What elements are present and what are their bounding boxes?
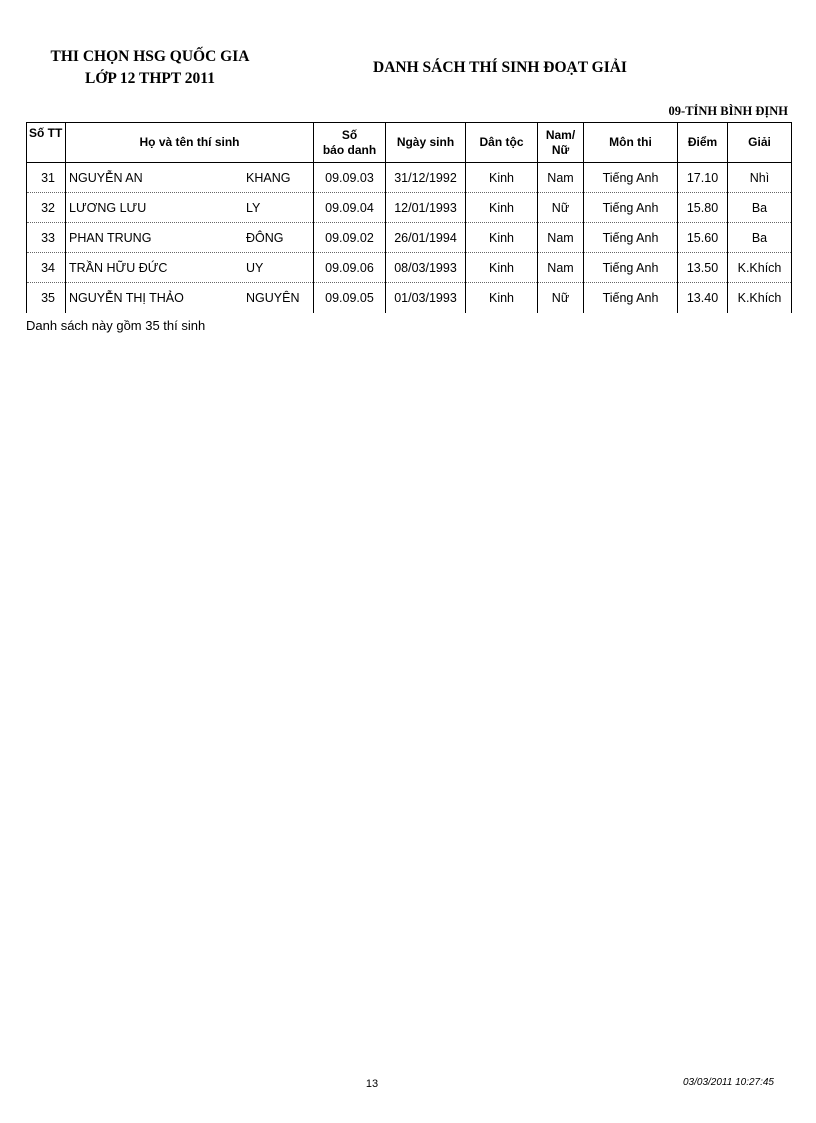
- cell-given-name: KHANG: [246, 170, 291, 185]
- col-header-prize: Giải: [728, 123, 792, 163]
- table-row: [27, 253, 792, 283]
- results-table: [26, 122, 792, 313]
- cell-stt: 33: [27, 223, 66, 253]
- cell-stt: 32: [27, 193, 66, 223]
- cell-name: [66, 283, 314, 313]
- cell-sbd: 09.09.04: [314, 193, 386, 223]
- cell-dob: 01/03/1993: [386, 283, 466, 313]
- cell-given-name: LY: [246, 200, 261, 215]
- cell-prize: K.Khích: [728, 253, 792, 283]
- table-row: [27, 163, 792, 193]
- cell-ethnicity: Kinh: [466, 253, 538, 283]
- col-header-ethnicity: Dân tộc: [466, 123, 538, 163]
- table-row: [27, 283, 792, 313]
- cell-sbd: 09.09.02: [314, 223, 386, 253]
- cell-given-name: ĐÔNG: [246, 230, 284, 245]
- cell-gender: Nữ: [538, 283, 584, 313]
- cell-subject: Tiếng Anh: [584, 283, 678, 313]
- cell-sbd: 09.09.03: [314, 163, 386, 193]
- cell-stt: 35: [27, 283, 66, 313]
- cell-name: [66, 223, 314, 253]
- cell-stt: 34: [27, 253, 66, 283]
- cell-given-name: NGUYÊN: [246, 290, 300, 305]
- col-header-dob: Ngày sinh: [386, 123, 466, 163]
- cell-subject: Tiếng Anh: [584, 163, 678, 193]
- cell-score: 13.50: [678, 253, 728, 283]
- exam-title-line1: THI CHỌN HSG QUỐC GIA: [50, 48, 250, 65]
- cell-name: [66, 253, 314, 283]
- cell-ethnicity: Kinh: [466, 283, 538, 313]
- print-timestamp: 03/03/2011 10:27:45: [682, 1077, 774, 1088]
- col-header-sbd: [314, 123, 386, 163]
- cell-score: 17.10: [678, 163, 728, 193]
- cell-score: 13.40: [678, 283, 728, 313]
- cell-score: 15.60: [678, 223, 728, 253]
- cell-surname: LƯƠNG LƯU: [69, 200, 147, 215]
- cell-subject: Tiếng Anh: [584, 223, 678, 253]
- document-title: DANH SÁCH THÍ SINH ĐOẠT GIẢI: [373, 59, 627, 76]
- cell-surname: TRẦN HỮU ĐỨC: [69, 260, 168, 275]
- cell-gender: Nam: [538, 163, 584, 193]
- col-header-name: Họ và tên thí sinh: [66, 123, 314, 163]
- cell-dob: 31/12/1992: [386, 163, 466, 193]
- cell-dob: 12/01/1993: [386, 193, 466, 223]
- cell-stt: 31: [27, 163, 66, 193]
- cell-name: [66, 163, 314, 193]
- cell-gender: Nữ: [538, 193, 584, 223]
- cell-subject: Tiếng Anh: [584, 253, 678, 283]
- cell-surname: NGUYỄN THỊ THẢO: [69, 290, 184, 305]
- cell-ethnicity: Kinh: [466, 163, 538, 193]
- col-header-gender: [538, 123, 584, 163]
- cell-dob: 08/03/1993: [386, 253, 466, 283]
- cell-gender: Nam: [538, 223, 584, 253]
- col-header-gender-line1: Nam/: [545, 127, 576, 142]
- cell-sbd: 09.09.06: [314, 253, 386, 283]
- exam-header: [30, 46, 270, 90]
- cell-dob: 26/01/1994: [386, 223, 466, 253]
- cell-subject: Tiếng Anh: [584, 193, 678, 223]
- cell-ethnicity: Kinh: [466, 193, 538, 223]
- col-header-stt: Số TT: [27, 123, 66, 163]
- col-header-score: Điểm: [678, 123, 728, 163]
- table-row: [27, 193, 792, 223]
- cell-prize: Nhì: [728, 163, 792, 193]
- cell-prize: Ba: [728, 193, 792, 223]
- cell-sbd: 09.09.05: [314, 283, 386, 313]
- table-row: [27, 223, 792, 253]
- col-header-sbd-line2: báo danh: [322, 142, 377, 157]
- cell-name: [66, 193, 314, 223]
- cell-prize: Ba: [728, 223, 792, 253]
- col-header-subject: Môn thi: [584, 123, 678, 163]
- page-number: 13: [365, 1078, 379, 1090]
- cell-ethnicity: Kinh: [466, 223, 538, 253]
- cell-given-name: UY: [246, 260, 264, 275]
- cell-prize: K.Khích: [728, 283, 792, 313]
- col-header-sbd-line1: Số: [341, 127, 358, 142]
- col-header-gender-line2: Nữ: [551, 142, 570, 157]
- cell-surname: PHAN TRUNG: [69, 230, 152, 245]
- candidate-count-note: Danh sách này gồm 35 thí sinh: [26, 318, 206, 333]
- cell-gender: Nam: [538, 253, 584, 283]
- exam-title-line2: LỚP 12 THPT 2011: [85, 70, 215, 87]
- table-header-row: [27, 123, 792, 163]
- cell-score: 15.80: [678, 193, 728, 223]
- province-label: 09-TỈNH BÌNH ĐỊNH: [668, 104, 788, 118]
- cell-surname: NGUYỄN AN: [69, 170, 143, 185]
